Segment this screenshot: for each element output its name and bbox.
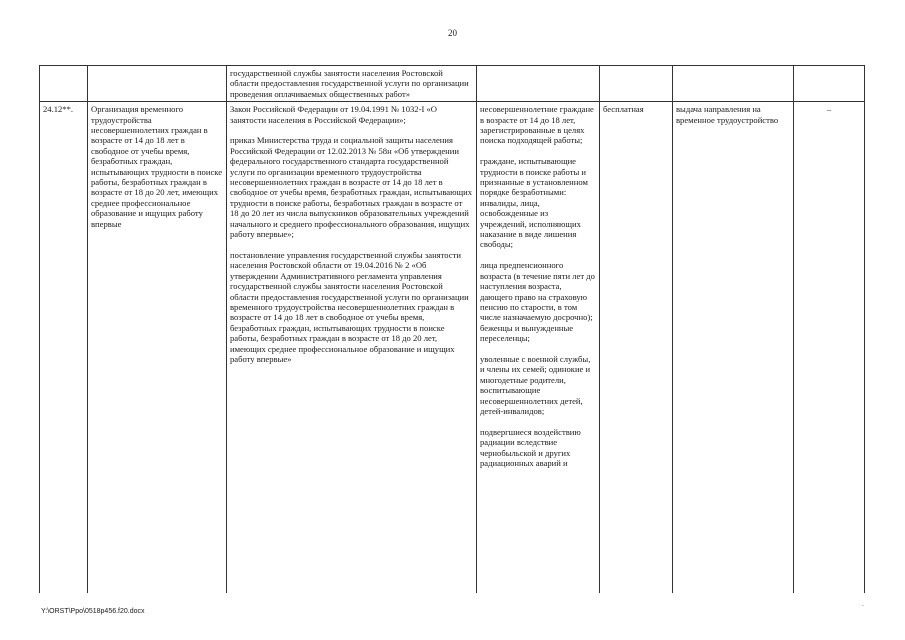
service-number: 24.12**. [43, 104, 74, 115]
legal-basis-text: государственной службы занятости населения Ростовской области предоставления государственной услуги по организации проведения оплачиваемых общественных работ» [230, 68, 469, 99]
cell-number [40, 102, 88, 594]
cell-legal-basis [227, 102, 477, 594]
table-row-continuation [40, 66, 865, 102]
cell-cost [600, 102, 673, 594]
legal-basis-item: Закон Российской Федерации от 19.04.1991 № 1032-I «О занятости населения в Российской Федерации»; [230, 104, 437, 125]
legal-basis-item: постановление управления государственной службы занятости населения Ростовской области от 19.04.2016 № 2 «Об утверждении Административного регламента управления государственной службы занятости населения Ростовской области предоставления государственной услуги по организации временного трудоустройства несовершеннолетних граждан в возрасте от 14 до 18 лет в свободное от учебы время, безработных граждан, испытывающих трудности в поиске работы, безработных граждан в возрасте от 18 до 20 лет, имеющих среднее профессиональное образование и ищущих работу впервые» [230, 249, 469, 364]
recipient-item: граждане, испытывающие трудности в поиске работы и признанные в установленном порядке безработными: инвалиды, лица, освобожденные из учреждений, исполняющих наказание в виде лишения свободы; [480, 156, 588, 250]
service-cost: бесплатная [603, 104, 644, 115]
cell-legal-basis [227, 66, 477, 102]
services-table [39, 65, 865, 593]
service-result: выдача направления на временное трудоустройство [676, 104, 779, 125]
cell-name [88, 102, 227, 594]
cell-result [673, 66, 794, 102]
service-name: Организация временного трудоустройства несовершеннолетних граждан в возрасте от 14 до 18 лет в свободное от учебы время, безработных граждан, испытывающих трудности в поиске работы, безработных граждан в возрасте от 18 до 20 лет, имеющих среднее профессиональное образование и ищущих работу впервые [91, 104, 223, 229]
table-row-service [40, 102, 865, 594]
cell-note [794, 102, 865, 594]
cell-recipients [477, 102, 600, 594]
recipient-item: лица предпенсионного возраста (в течение пяти лет до наступления возраста, дающего право на страховую пенсию по старости, в том числе назначаемую досрочно); беженцы и вынужденные переселенцы; [480, 260, 595, 344]
recipient-item: подвергшиеся воздействию радиации вследствие чернобыльской и других радиационных аварий и [480, 426, 581, 468]
recipient-item: уволенные с военной службы, и члены их семей; одинокие и многодетные родители, воспитывающие несовершеннолетних детей, детей-инвалидов; [480, 353, 591, 416]
cell-cost [600, 66, 673, 102]
page-number: 20 [448, 28, 457, 38]
cell-recipients [477, 66, 600, 102]
service-note: – [826, 104, 832, 115]
legal-basis-item: приказ Министерства труда и социальной защиты населения Российской Федерации от 12.02.2013 № 58н «Об утверждении федерального государственного стандарта государственной услуги по организации временного трудоустройства несовершеннолетних граждан в возрасте от 14 до 18 лет в свободное от учебы время, безработных граждан, испытывающих трудности в поиске работы, безработных граждан в возрасте от 18 до 20 лет из числа выпускников образовательных учреждений начального и среднего профессионального образования, ищущих работу впервые»; [230, 135, 473, 240]
cell-number [40, 66, 88, 102]
cell-name [88, 66, 227, 102]
cell-result [673, 102, 794, 594]
recipient-item: несовершеннолетние граждане в возрасте от 14 до 18 лет, зарегистрированные в целях поиска подходящей работы; [480, 104, 594, 146]
side-marker: . [862, 600, 864, 608]
cell-note [794, 66, 865, 102]
document-file-path: Y:\ORST\Ppo\0518p456.f20.docx [41, 608, 145, 615]
